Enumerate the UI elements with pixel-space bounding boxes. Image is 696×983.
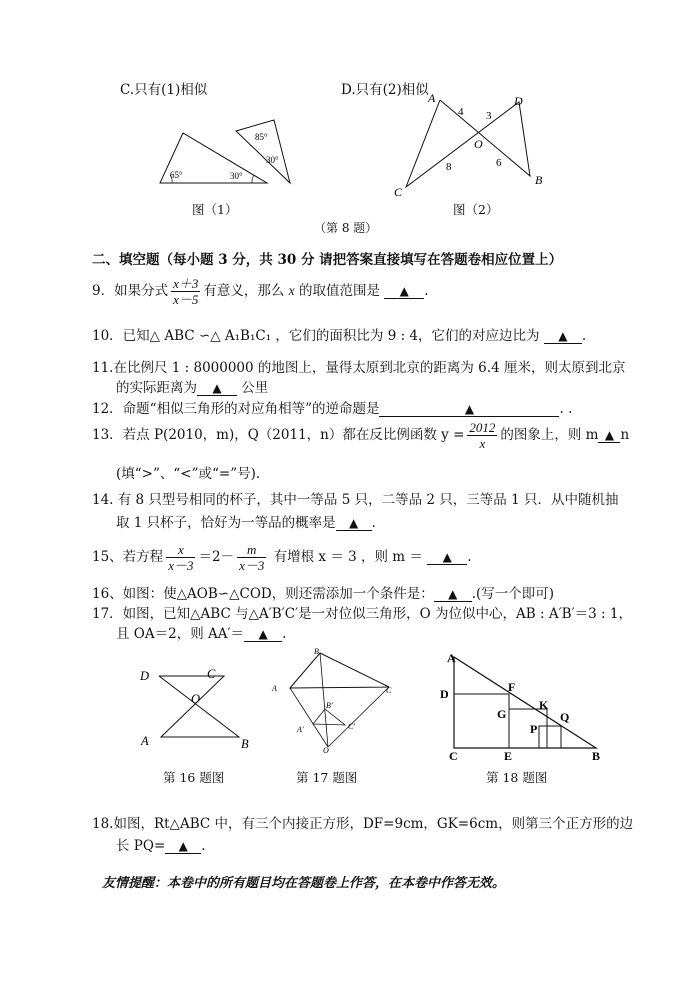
q15-fraction-2 [237, 542, 266, 573]
fig17-label-C: C [386, 686, 392, 695]
fig16-label-B: B [241, 737, 249, 751]
fig1-caption: 图（1） [192, 202, 238, 217]
q16-text: 16、如图：使△AOB∽△COD，则还需添加一个条件是： [92, 586, 434, 602]
q17-line2: 且 OA＝2，则 AA′＝ [116, 626, 245, 642]
question-13-line2: (填“>”、“<”或“=”号). [116, 466, 261, 482]
footer-note: 友情提醒：本卷中的所有题目均在答题卷上作答，在本卷中作答无效。 [102, 876, 506, 891]
q13-den: x [479, 436, 486, 451]
q15-eq: ＝2－ [198, 549, 235, 565]
q14-line2: 取 1 只杯子，恰好为一等品的概率是 [116, 515, 336, 531]
q13-fraction [467, 420, 497, 451]
q12-text: 12．命题“相似三角形的对应角相等”的逆命题是 [92, 401, 380, 417]
fig2-label-A: A [428, 91, 436, 105]
question-17-line1: 17．如图，已知△ABC 与△A′B′C′是一对位似三角形，O 为位似中心，AB : A′B′＝3 : 1， [92, 606, 632, 622]
q11-line2-pre: 的实际距离为 [116, 380, 197, 396]
fig17-label-A1: A′ [297, 725, 304, 734]
q17-end: . [282, 626, 287, 642]
figure-1 [150, 118, 300, 193]
q15-mid: 有增根 x ＝ 3 ，则 m ＝ [273, 549, 423, 565]
q9-pre: 9．如果分式 [92, 283, 169, 299]
q9-answer-blank[interactable]: ▲ [384, 284, 424, 299]
fig1-triangle-right [236, 120, 290, 183]
fig18-label-C: C [449, 749, 458, 763]
question-9 [92, 276, 429, 307]
fig16-label-A: A [141, 734, 149, 748]
fig18-label-P: P [530, 722, 538, 736]
q9-fraction [171, 276, 200, 307]
q13-num: 2012 [469, 420, 496, 435]
q18-line2: 长 PQ= [116, 838, 166, 854]
fig18-label-F: F [508, 680, 516, 694]
fig2-len-DO: 3 [486, 110, 492, 122]
q9-num: x＋3 [173, 276, 199, 291]
q15-num2: m [237, 542, 266, 558]
fig18-label-G: G [497, 707, 507, 721]
figure-17 [268, 645, 398, 755]
question-18-line1: 18.如图，Rt△ABC 中，有三个内接正方形，DF=9cm，GK=6cm，则第三个正方形的边 [92, 816, 634, 832]
question-11-line1: 11.在比例尺 1 : 8000000 的地图上，量得太原到北京的距离为 6.4 厘米，则太原到北京 [92, 360, 626, 376]
fig1-angle-65: 65° [170, 170, 183, 180]
fig1-angle-30-right: 30° [266, 155, 279, 165]
q12-answer-blank[interactable]: ▲ [379, 402, 559, 417]
fig18-label-E: E [504, 749, 513, 763]
q9-end: . [424, 283, 429, 299]
question-16 [92, 582, 554, 602]
question-17-line2 [116, 622, 286, 642]
question-11-line2 [116, 376, 268, 396]
q15-den1: x－3 [168, 558, 194, 573]
q15-den2: x－3 [239, 558, 265, 573]
fig17-label-C1: C′ [348, 722, 356, 731]
fig18-caption: 第 18 题图 [486, 770, 548, 785]
fig18-label-D: D [440, 687, 449, 701]
q13-post: 的图象上，则 m [500, 427, 599, 443]
fig16-label-C: C [207, 667, 216, 681]
q13-pre: 13．若点 P(2010，m)，Q（2011，n）都在反比例函数 y = [92, 427, 465, 443]
fig18-label-A: A [447, 651, 456, 665]
q14-end: . [371, 515, 376, 531]
q14-answer-blank[interactable]: ▲ [336, 516, 372, 531]
question-15 [92, 542, 472, 573]
q13-answer-blank[interactable]: ▲ [598, 428, 620, 443]
q15-end: . [467, 549, 472, 565]
q11-line2-post: 公里 [241, 380, 269, 396]
question-13 [92, 420, 629, 451]
fig17-label-B: B [314, 647, 319, 656]
fig1-angle-30-left: 30° [230, 171, 243, 181]
question-10 [92, 324, 586, 344]
q16-answer-blank[interactable]: ▲ [434, 587, 472, 602]
fig17-caption: 第 17 题图 [296, 770, 358, 785]
fig17-label-O: O [323, 746, 329, 755]
question-14-line2 [116, 511, 376, 531]
fig1-angle-85: 85° [255, 132, 268, 142]
q9-var: x [288, 283, 295, 298]
fig2-caption: 图（2） [453, 202, 499, 217]
fig2-label-C: C [394, 185, 403, 199]
fig2-label-O: O [474, 137, 483, 151]
figure-2 [390, 88, 560, 203]
fig18-label-B: B [592, 749, 601, 763]
q18-end: . [201, 838, 206, 854]
q10-end: . [581, 328, 587, 344]
q15-fraction-1 [166, 542, 195, 573]
figure-16 [135, 662, 265, 757]
question-18-line2 [116, 834, 206, 854]
q18-answer-blank[interactable]: ▲ [165, 839, 201, 854]
q15-num1: x [166, 542, 195, 558]
q16-end: .(写一个即可) [471, 586, 555, 602]
section-title: 二、填空题（每小题 3 分，共 30 分 请把答案直接填写在答题卷相应位置上） [92, 252, 563, 268]
q12-end: . . [559, 401, 573, 417]
fig2-label-B: B [535, 173, 543, 187]
q9-post: 的取值范围是 [298, 283, 380, 299]
fig17-label-A: A [272, 684, 277, 693]
fig17-label-B1: B′ [326, 701, 333, 710]
option-c: C.只有(1)相似 [120, 82, 208, 98]
fig16-label-D: D [140, 669, 150, 683]
fig18-label-Q: Q [560, 710, 570, 724]
question-12 [92, 397, 572, 417]
fig2-label-D: D [514, 94, 523, 108]
fig2-len-OC: 8 [446, 161, 452, 173]
question-14-line1: 14. 有 8 只型号相同的杯子，其中一等品 5 只，二等品 2 只，三等品 1 只．从中随机抽 [92, 492, 619, 508]
q15-answer-blank[interactable]: ▲ [427, 550, 467, 565]
q17-answer-blank[interactable]: ▲ [244, 627, 282, 642]
fig2-len-OB: 6 [496, 157, 502, 169]
q10-text: 10．已知△ ABC ∽△ A₁B₁C₁ ，它们的面积比为 9 : 4，它们的对应边比为 [92, 328, 540, 344]
q11-answer-blank[interactable]: ▲ [197, 381, 237, 396]
fig18-label-K: K [539, 698, 549, 712]
option-d: D.只有(2)相似 [341, 82, 429, 98]
fig16-label-O: O [191, 692, 201, 706]
figure-18 [437, 650, 607, 763]
q10-answer-blank[interactable]: ▲ [544, 329, 582, 344]
q9-den: x－5 [173, 292, 199, 307]
q15-pre: 15、若方程 [92, 549, 164, 565]
fig16-caption: 第 16 题图 [163, 770, 225, 785]
q13-end: n [620, 427, 630, 443]
q9-mid: 有意义，那么 [203, 283, 285, 299]
fig2-len-AO: 4 [458, 106, 464, 118]
q8-caption: （第 8 题） [314, 221, 378, 235]
